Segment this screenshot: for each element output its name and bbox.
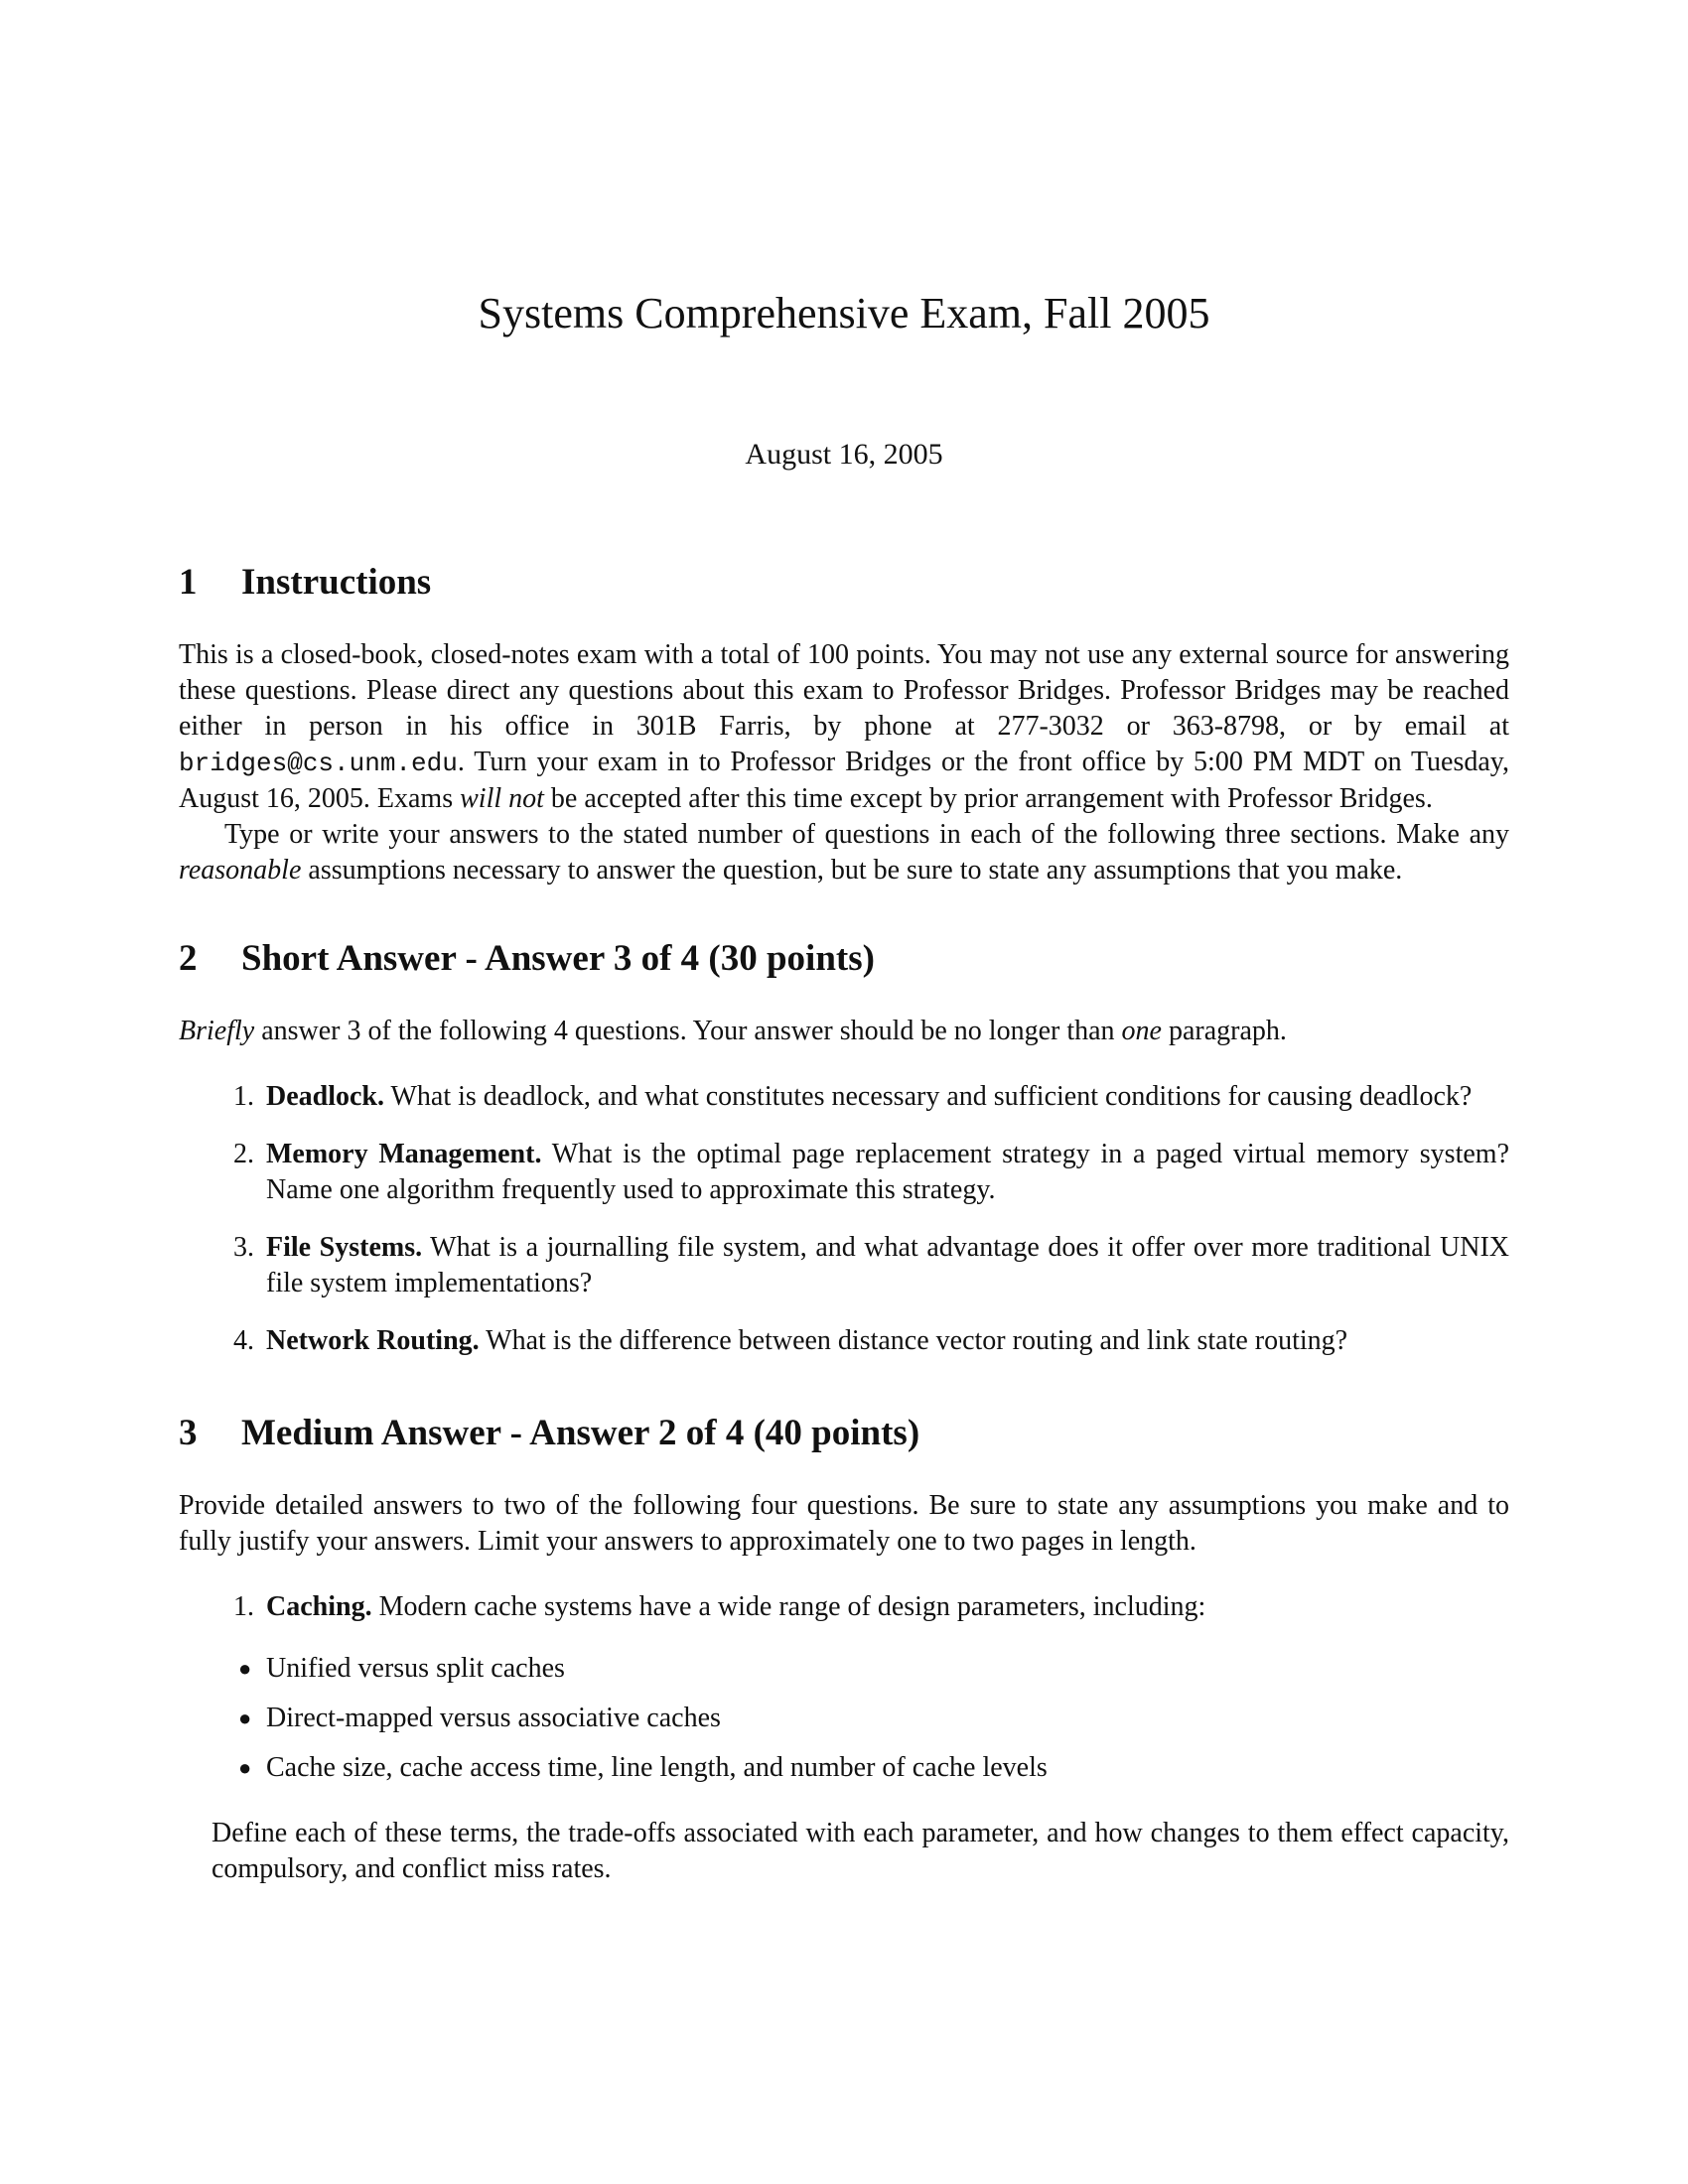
section-medium-answer-heading: [179, 1411, 1509, 1456]
question-item-memory-management: [233, 1137, 1509, 1208]
question-item-file-systems: [233, 1230, 1509, 1301]
section-medium-answer: [179, 1411, 1509, 1887]
question-number: 1.: [233, 1591, 254, 1622]
section-short-answer-heading: [179, 936, 1509, 982]
emphasis-text: one: [1121, 1016, 1162, 1046]
question-topic: Network Routing.: [266, 1325, 480, 1356]
question-text: Modern cache systems have a wide range of design parameters, including:: [371, 1591, 1206, 1622]
bullet-text: Unified versus split caches: [266, 1653, 565, 1684]
question-body: [266, 1137, 1509, 1208]
instructions-paragraph-2: [179, 817, 1509, 888]
bullet-text: Cache size, cache access time, line length, and number of cache levels: [266, 1752, 1048, 1783]
section-number: 1: [179, 562, 198, 603]
question-text: What is a journalling file system, and what advantage does it offer over more traditional UNIX file system implementations?: [266, 1232, 1509, 1298]
body-text: Type or write your answers to the stated number of questions in each of the following three sections. Make any: [224, 819, 1509, 850]
short-answer-intro: [179, 1014, 1509, 1049]
emphasis-text: reasonable: [179, 855, 302, 886]
caching-define-paragraph: Define each of these terms, the trade-offs associated with each parameter, and how changes to them effect capacity, compulsory, and conflict miss rates.: [211, 1818, 1509, 1884]
question-topic: File Systems.: [266, 1232, 423, 1263]
bullet-icon: ●: [238, 1755, 252, 1780]
medium-answer-intro: Provide detailed answers to two of the following four questions. Be sure to state any assumptions you make and to fully justify your answers. Limit your answers to approximately one to two pages in length.: [179, 1490, 1509, 1557]
section-title: Instructions: [241, 562, 432, 603]
section-short-answer: [179, 936, 1509, 1359]
question-text: What is the difference between distance vector routing and link state routing?: [479, 1325, 1348, 1356]
bullet-icon: ●: [238, 1706, 252, 1730]
question-topic: Deadlock.: [266, 1081, 384, 1112]
bullet-item: [238, 1701, 1509, 1736]
medium-answer-question-list: [179, 1589, 1509, 1887]
body-text: be accepted after this time except by prior arrangement with Professor Bridges.: [543, 783, 1433, 814]
email-address: bridges@cs.unm.edu: [179, 749, 458, 778]
body-text: answer 3 of the following 4 questions. Your answer should be no longer than: [254, 1016, 1122, 1046]
question-body: [266, 1079, 1509, 1115]
document-date: August 16, 2005: [745, 438, 943, 471]
question-number: 1.: [233, 1081, 254, 1112]
question-topic: Memory Management.: [266, 1139, 542, 1169]
section-number: 2: [179, 938, 198, 979]
question-item-caching: [233, 1589, 1509, 1625]
section-title: Short Answer - Answer 3 of 4 (30 points): [241, 938, 875, 979]
section-title: Medium Answer - Answer 2 of 4 (40 points): [241, 1413, 920, 1453]
bullet-item: [238, 1651, 1509, 1687]
caching-bullet-list: [179, 1651, 1509, 1786]
question-item-deadlock: [233, 1079, 1509, 1115]
section-number: 3: [179, 1413, 198, 1453]
question-text: What is the optimal page replacement strategy in a paged virtual memory system? Name one algorithm frequently used to approximate this strategy.: [266, 1139, 1509, 1205]
emphasis-text: Briefly: [179, 1016, 255, 1046]
question-body: [266, 1589, 1509, 1625]
question-topic: Caching.: [266, 1591, 372, 1622]
bullet-icon: ●: [238, 1656, 252, 1681]
emphasis-text: will not: [460, 783, 544, 814]
bullet-item: [238, 1750, 1509, 1786]
document-body: [179, 560, 1509, 1887]
document-title: Systems Comprehensive Exam, Fall 2005: [478, 289, 1210, 338]
question-number: 4.: [233, 1325, 254, 1356]
question-number: 3.: [233, 1232, 254, 1263]
instructions-paragraph-1: [179, 637, 1509, 817]
bullet-text: Direct-mapped versus associative caches: [266, 1703, 721, 1733]
body-text: This is a closed-book, closed-notes exam with a total of 100 points. You may not use any external source for answering these questions. Please direct any questions about this exam to Professor Bridges. Professor Bridges may be reached either in person in his office in 301B Farris, by phone at 277-3032 or 363-8798, or by email at: [179, 639, 1509, 742]
question-body: [266, 1230, 1509, 1301]
body-text: paragraph.: [1161, 1016, 1287, 1046]
question-item-network-routing: [233, 1323, 1509, 1359]
body-text: assumptions necessary to answer the question, but be sure to state any assumptions that you make.: [301, 855, 1403, 886]
body-text: . Turn your exam in to Professor Bridges or the front office by 5:00 PM MDT on Tuesday, August 16, 2005. Exams: [179, 747, 1509, 814]
short-answer-question-list: [179, 1079, 1509, 1359]
section-instructions-heading: [179, 560, 1509, 606]
section-instructions: [179, 560, 1509, 888]
question-body: [266, 1323, 1509, 1359]
question-text: What is deadlock, and what constitutes necessary and sufficient conditions for causing deadlock?: [384, 1081, 1473, 1112]
question-number: 2.: [233, 1139, 254, 1169]
